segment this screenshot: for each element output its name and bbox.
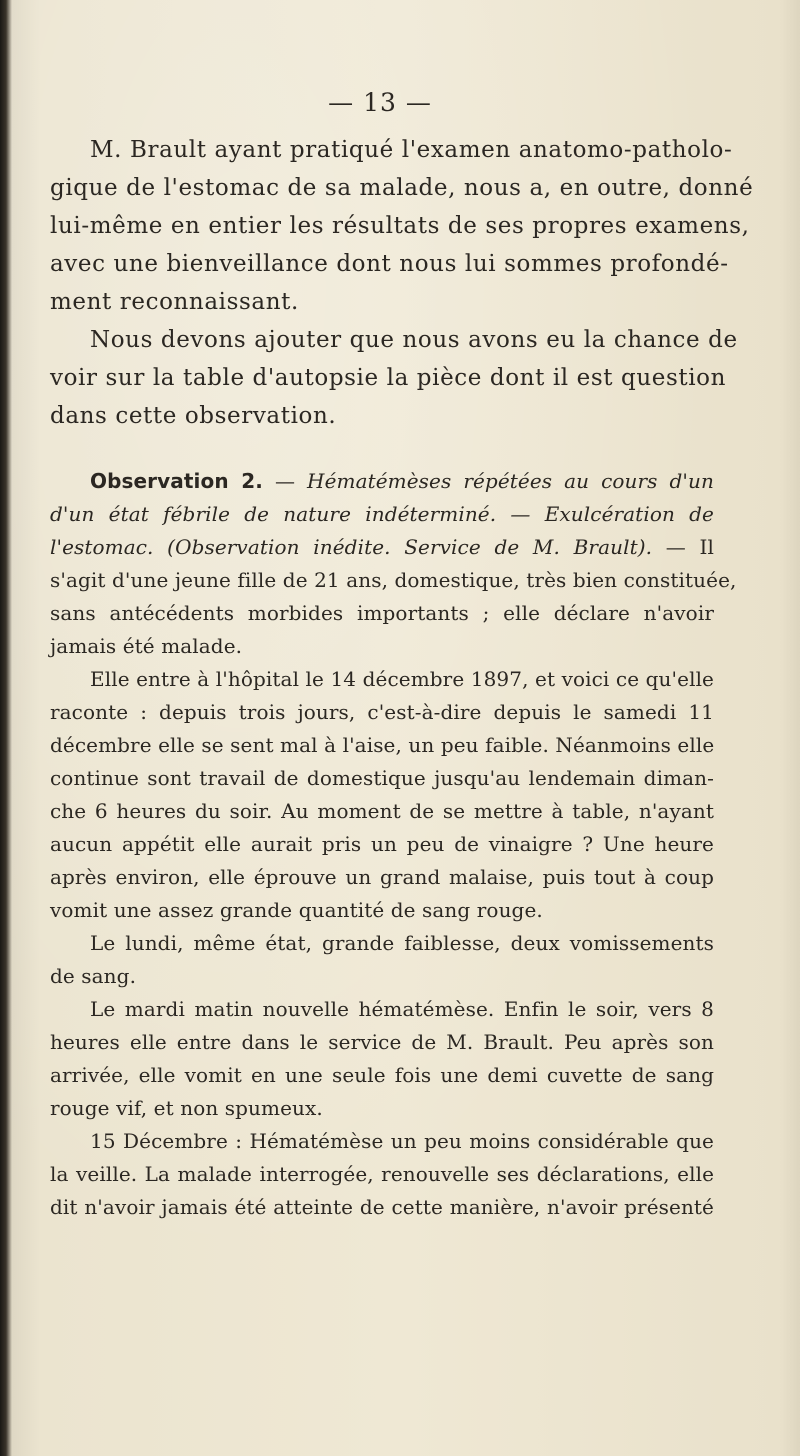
text-line: de sang. [50, 964, 137, 988]
text-line: arrivée, elle vomit en une seule fois une demi cuvette de sang [50, 1063, 714, 1087]
observation-title-line-2: d'un état fébrile de nature indéterminé. — Exulcération de [50, 502, 714, 526]
text-line: vomit une assez grande quantité de sang rouge. [50, 898, 543, 922]
text-fragment: — Il [652, 535, 714, 559]
page-number: — 13 — [328, 88, 432, 117]
text-line: après environ, elle éprouve un grand malaise, puis tout à coup [50, 865, 714, 889]
observation-label: Observation 2. [90, 469, 263, 493]
text-line: avec une bienveillance dont nous lui sommes profondé- [50, 251, 729, 277]
text-line: Le lundi, même état, grande faiblesse, deux vomissements [90, 931, 714, 955]
text-line: sans antécédents morbides importants ; elle déclare n'avoir [50, 601, 714, 625]
text-line: M. Brault ayant pratiqué l'examen anatomo-patholo- [90, 137, 733, 163]
text-line: gique de l'estomac de sa malade, nous a, en outre, donné [50, 175, 754, 201]
text-line: aucun appétit elle aurait pris un peu de vinaigre ? Une heure [50, 832, 714, 856]
text-line: continue sont travail de domestique jusqu'au lendemain diman- [50, 766, 714, 790]
observation-title-line-3 [50, 531, 714, 564]
text-line: jamais été malade. [50, 634, 243, 658]
observation-source: l'estomac. (Observation inédite. Service de M. Brault). [50, 535, 653, 559]
text-line: décembre elle se sent mal à l'aise, un peu faible. Néanmoins elle [50, 733, 715, 757]
heading-dash: — [262, 469, 308, 493]
paragraph-brault-examination [50, 131, 754, 435]
book-binding-edge [0, 0, 12, 1456]
text-line: rouge vif, et non spumeux. [50, 1096, 323, 1120]
text-line: s'agit d'une jeune fille de 21 ans, domestique, très bien constituée, [50, 568, 737, 592]
text-line: che 6 heures du soir. Au moment de se mettre à table, n'ayant [50, 799, 714, 823]
text-line: dit n'avoir jamais été atteinte de cette manière, n'avoir présenté [50, 1195, 714, 1219]
text-line: heures elle entre dans le service de M. Brault. Peu après son [50, 1030, 714, 1054]
observation-2-section [50, 465, 737, 1224]
text-line: la veille. La malade interrogée, renouvelle ses déclarations, elle [50, 1162, 714, 1186]
text-line: lui-même en entier les résultats de ses propres examens, [50, 213, 750, 239]
text-line: Nous devons ajouter que nous avons eu la chance de [90, 327, 738, 353]
text-line: raconte : depuis trois jours, c'est-à-dire depuis le samedi 11 [50, 700, 714, 724]
observation-title: Hématémèses répétées au cours d'un [307, 469, 714, 493]
text-line: ment reconnaissant. [50, 289, 299, 315]
observation-heading [50, 465, 714, 498]
text-line: Le mardi matin nouvelle hématémèse. Enfin le soir, vers 8 [90, 997, 714, 1021]
text-line: voir sur la table d'autopsie la pièce dont il est question [50, 365, 727, 391]
text-line: 15 Décembre : Hématémèse un peu moins considérable que [90, 1129, 714, 1153]
text-line: Elle entre à l'hôpital le 14 décembre 1897, et voici ce qu'elle [90, 667, 714, 691]
text-line: dans cette observation. [50, 403, 337, 429]
